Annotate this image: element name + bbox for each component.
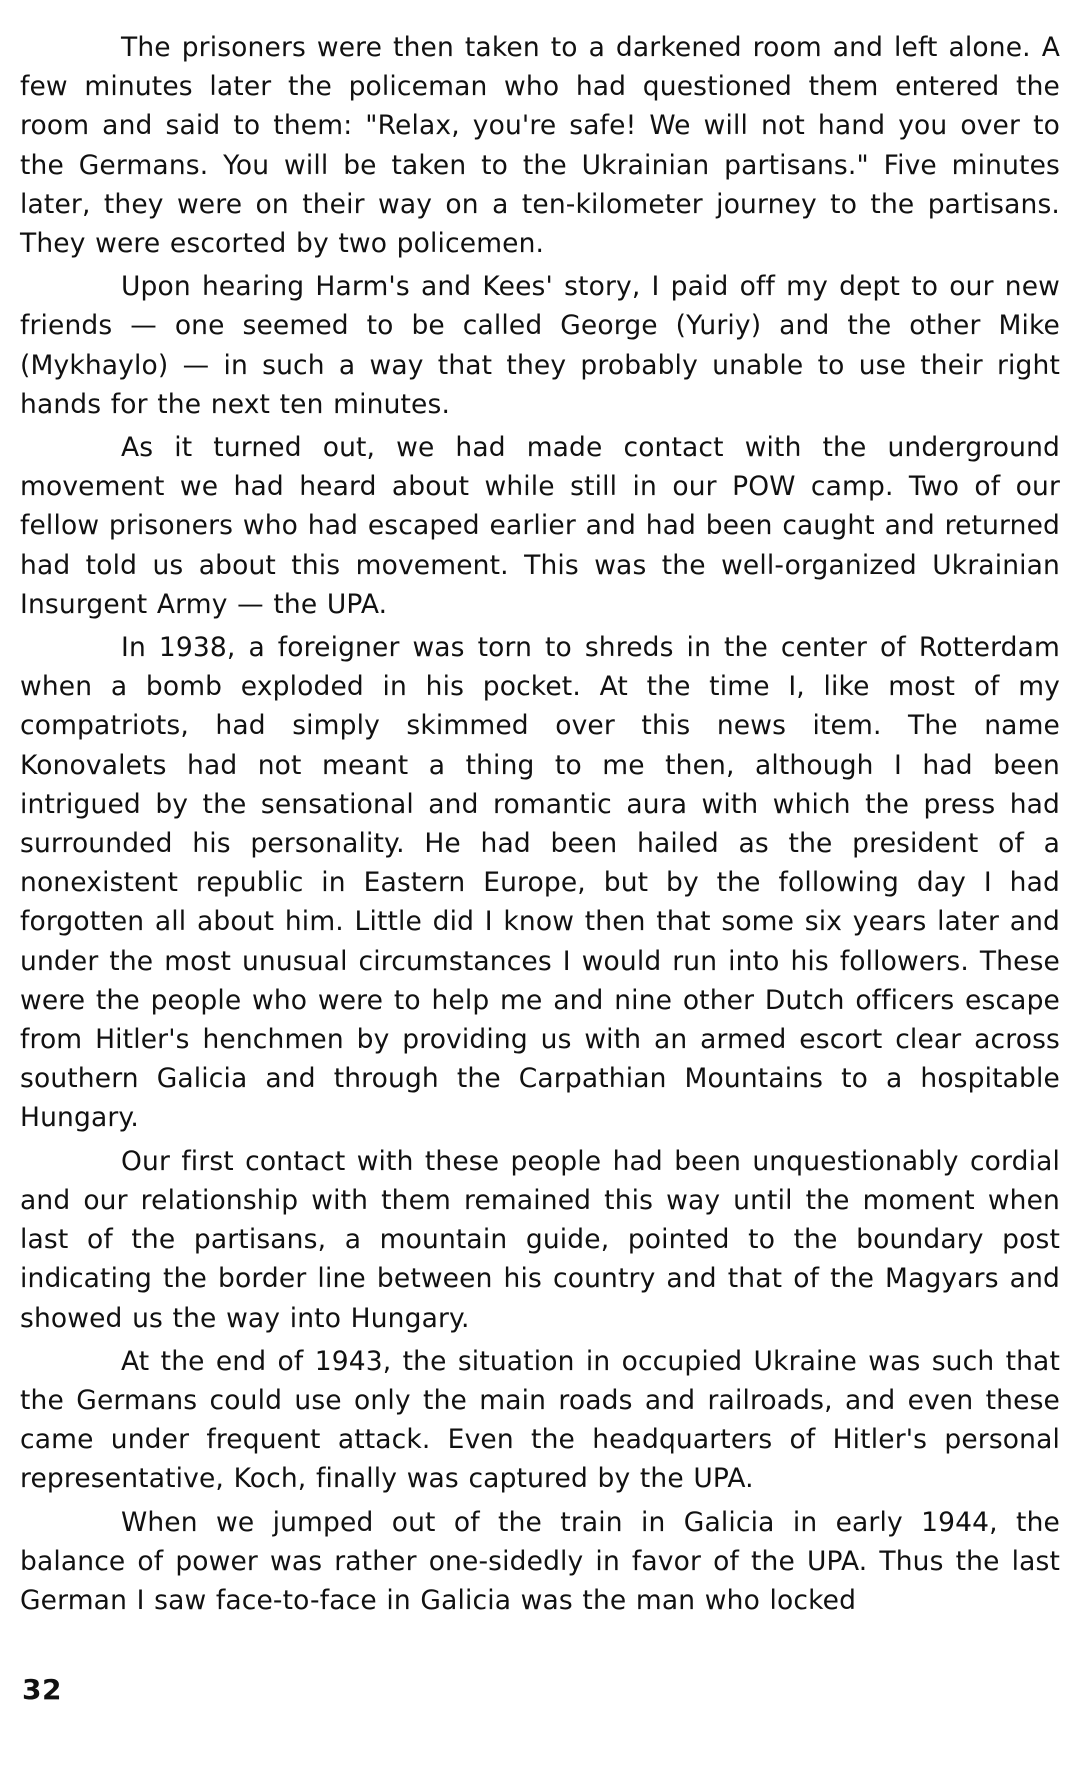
paragraph-6: At the end of 1943, the situation in occupied Ukraine was such that the Germans could use only the main roads and railroads, and even these came under frequent attack. Even the headquarters of Hitler's personal representative, Koch, finally was captured by the UPA. bbox=[20, 1345, 1060, 1495]
document-page bbox=[20, 28, 1060, 1728]
paragraph-3: As it turned out, we had made contact with the underground movement we had heard about while still in our POW camp. Two of our fellow prisoners who had escaped earlier and had been caught and returned had told us about this movement. This was the well-organized Ukrainian Insurgent Army — the UPA. bbox=[20, 432, 1060, 620]
paragraph-7: When we jumped out of the train in Galicia in early 1944, the balance of power was rather one-sidedly in favor of the UPA. Thus the last German I saw face-to-face in Galicia was the man who locked bbox=[20, 1506, 1060, 1616]
paragraph-1: The prisoners were then taken to a darkened room and left alone. A few minutes later the policeman who had questioned them entered the room and said to them: "Relax, you're safe! We will not hand you over to the Germans. You will be taken to the Ukrainian partisans." Five minutes later, they were on their way on a ten-kilometer journey to the partisans. They were escorted by two policemen. bbox=[20, 32, 1060, 260]
paragraph-4: In 1938, a foreigner was torn to shreds in the center of Rotterdam when a bomb exploded in his pocket. At the time I, like most of my compatriots, had simply skimmed over this news item. The name Konovalets had not meant a thing to me then, although I had been intrigued by the sensational and romantic aura with which the press had surrounded his personality. He had been hailed as the president of a nonexistent republic in Eastern Europe, but by the following day I had forgotten all about him. Little did I know then that some six years later and under the most unusual circumstances I would run into his followers. These were the people who were to help me and nine other Dutch officers escape from Hitler's henchmen by providing us with an armed escort clear across southern Galicia and through the Carpathian Mountains to a hospitable Hungary. bbox=[20, 632, 1060, 1134]
paragraph-2: Upon hearing Harm's and Kees' story, I paid off my dept to our new friends — one seemed to be called George (Yuriy) and the other Mike (Mykhaylo) — in such a way that they probably unable to use their right hands for the next ten minutes. bbox=[20, 271, 1060, 420]
page-number: 32 bbox=[22, 1673, 62, 1706]
paragraph-5: Our first contact with these people had been unquestionably cordial and our relationship with them remained this way until the moment when last of the partisans, a mountain guide, pointed to the boundary post indicating the border line between his country and that of the Magyars and showed us the way into Hungary. bbox=[20, 1145, 1060, 1334]
